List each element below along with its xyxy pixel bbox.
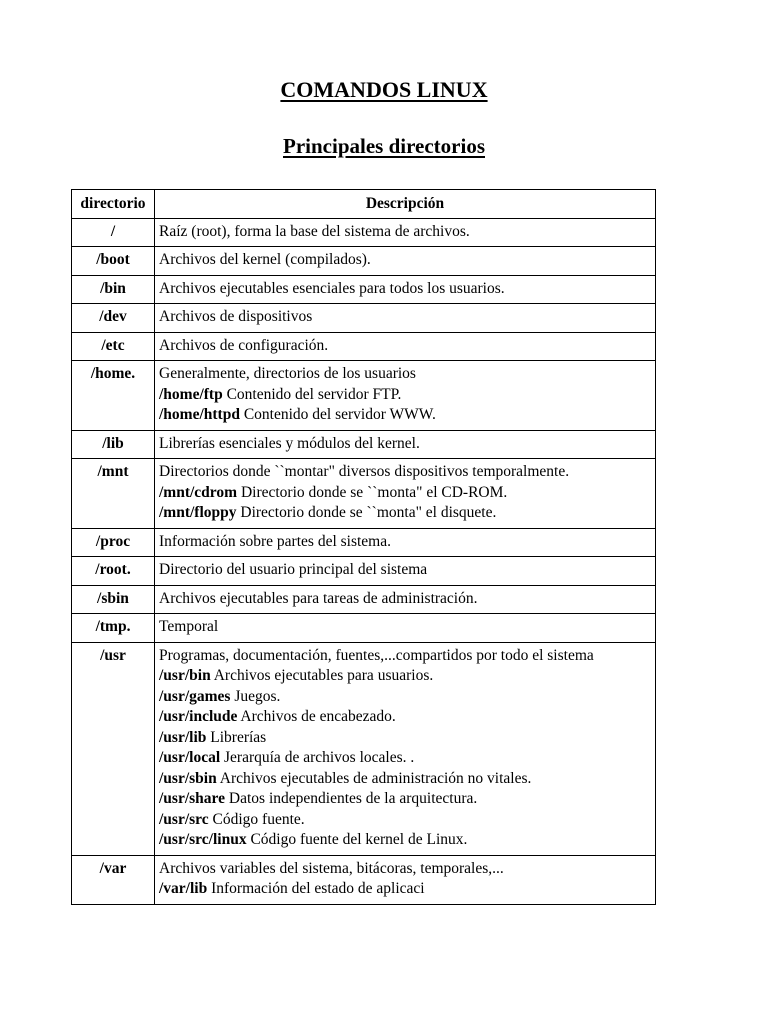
directory-cell: /etc	[72, 332, 155, 361]
directory-cell: /usr	[72, 642, 155, 855]
description-cell	[155, 275, 656, 304]
table-row	[72, 361, 656, 431]
description-text: Archivos de configuración.	[159, 336, 329, 354]
table-row	[72, 332, 656, 361]
description-text: Archivos de dispositivos	[159, 308, 313, 325]
description-line	[159, 483, 651, 504]
description-line	[159, 434, 651, 455]
description-cell	[155, 585, 656, 614]
document-subtitle: Principales directorios	[283, 134, 485, 158]
description-text: Directorios donde ``montar" diversos dispositivos temporalmente.	[159, 463, 570, 480]
description-text: Archivos del kernel (compilados).	[159, 251, 371, 268]
description-line	[159, 385, 651, 406]
description-text: Archivos ejecutables para usuarios.	[210, 667, 434, 684]
subdirectory-path: /usr/games	[159, 687, 231, 705]
subdirectory-path: /mnt/floppy	[159, 504, 237, 521]
directory-cell: /	[72, 218, 155, 247]
description-text: Archivos ejecutables esenciales para todos los usuarios.	[159, 279, 505, 297]
description-text: Raíz (root), forma la base del sistema de archivos.	[159, 222, 470, 240]
description-cell	[155, 557, 656, 586]
table-row	[72, 585, 656, 614]
directory-cell: /mnt	[72, 459, 155, 529]
table-row	[72, 557, 656, 586]
description-line	[159, 687, 651, 708]
subdirectory-path: /usr/sbin	[159, 769, 217, 787]
description-text: Información sobre partes del sistema.	[159, 532, 391, 550]
description-text: Datos independientes de la arquitectura.	[225, 790, 478, 807]
description-line	[159, 879, 651, 900]
description-line	[159, 405, 651, 426]
subdirectory-path: /usr/lib	[159, 728, 207, 746]
description-line	[159, 830, 651, 851]
subdirectory-path: /home/ftp	[159, 385, 223, 403]
table-row	[72, 430, 656, 459]
description-text: Información del estado de aplicaci	[207, 880, 425, 897]
description-line	[159, 462, 651, 483]
description-line	[159, 617, 651, 638]
description-text: Contenido del servidor FTP.	[222, 385, 402, 403]
subdirectory-path: /usr/src/linux	[159, 831, 247, 848]
description-line	[159, 307, 651, 328]
subdirectory-path: /mnt/cdrom	[159, 483, 238, 501]
table-header-row	[72, 190, 656, 219]
table-row	[72, 275, 656, 304]
table-row	[72, 614, 656, 643]
description-text: Archivos variables del sistema, bitácoras, temporales,...	[159, 859, 504, 877]
description-cell	[155, 332, 656, 361]
directory-cell: /home.	[72, 361, 155, 431]
subdirectory-path: /usr/src	[159, 810, 209, 828]
description-text: Archivos de encabezado.	[237, 708, 396, 725]
subdirectory-path: /var/lib	[159, 880, 208, 897]
description-text: Directorio donde se ``monta" el disquete.	[236, 504, 497, 521]
table-row	[72, 528, 656, 557]
description-text: Juegos.	[230, 687, 281, 705]
subdirectory-path: /usr/local	[159, 749, 221, 766]
description-text: Directorio del usuario principal del sistema	[159, 561, 428, 578]
description-text: Contenido del servidor WWW.	[239, 406, 436, 423]
description-text: Archivos ejecutables para tareas de administración.	[159, 589, 478, 607]
description-line	[159, 336, 651, 357]
description-line	[159, 748, 651, 769]
description-cell	[155, 642, 656, 855]
description-text: Código fuente.	[208, 810, 305, 828]
description-line	[159, 560, 651, 581]
directory-cell: /boot	[72, 247, 155, 276]
description-cell	[155, 614, 656, 643]
description-cell	[155, 459, 656, 529]
table-row	[72, 247, 656, 276]
description-line	[159, 810, 651, 831]
directory-cell: /proc	[72, 528, 155, 557]
description-cell	[155, 247, 656, 276]
description-line	[159, 503, 651, 524]
description-cell	[155, 304, 656, 333]
description-line	[159, 532, 651, 553]
description-cell	[155, 361, 656, 431]
directory-cell: /root.	[72, 557, 155, 586]
table-row	[72, 855, 656, 904]
directory-cell: /sbin	[72, 585, 155, 614]
description-line	[159, 789, 651, 810]
description-text: Librerías	[206, 728, 267, 746]
document-title: COMANDOS LINUX	[280, 77, 488, 102]
description-text: Jerarquía de archivos locales. .	[220, 749, 415, 766]
description-line	[159, 728, 651, 749]
directory-cell: /lib	[72, 430, 155, 459]
directory-cell: /dev	[72, 304, 155, 333]
description-line	[159, 222, 651, 243]
table-body	[72, 218, 656, 904]
directory-cell: /tmp.	[72, 614, 155, 643]
subdirectory-path: /usr/share	[159, 790, 226, 807]
description-line	[159, 250, 651, 271]
description-line	[159, 646, 651, 667]
description-text: Programas, documentación, fuentes,...compartidos por todo el sistema	[159, 646, 594, 664]
description-cell	[155, 528, 656, 557]
description-cell	[155, 218, 656, 247]
description-text: Código fuente del kernel de Linux.	[246, 831, 468, 848]
description-line	[159, 707, 651, 728]
description-line	[159, 364, 651, 385]
directory-cell: /var	[72, 855, 155, 904]
description-line	[159, 589, 651, 610]
description-line	[159, 769, 651, 790]
description-cell	[155, 430, 656, 459]
table-row	[72, 642, 656, 855]
description-text: Archivos ejecutables de administración no vitales.	[216, 769, 532, 787]
table-row	[72, 304, 656, 333]
subdirectory-path: /home/httpd	[159, 406, 240, 423]
table-row	[72, 459, 656, 529]
description-line	[159, 279, 651, 300]
description-text: Librerías esenciales y módulos del kernel.	[159, 434, 420, 452]
description-line	[159, 859, 651, 880]
description-cell	[155, 855, 656, 904]
header-directorio: directorio	[72, 190, 155, 219]
description-text: Temporal	[159, 618, 219, 635]
header-descripcion: Descripción	[155, 190, 656, 219]
description-text: Directorio donde se ``monta" el CD-ROM.	[237, 483, 508, 501]
table-row	[72, 218, 656, 247]
subdirectory-path: /usr/include	[159, 708, 238, 725]
description-text: Generalmente, directorios de los usuarios	[159, 365, 416, 382]
directory-cell: /bin	[72, 275, 155, 304]
description-line	[159, 666, 651, 687]
subdirectory-path: /usr/bin	[159, 667, 211, 684]
directories-table	[71, 189, 656, 905]
